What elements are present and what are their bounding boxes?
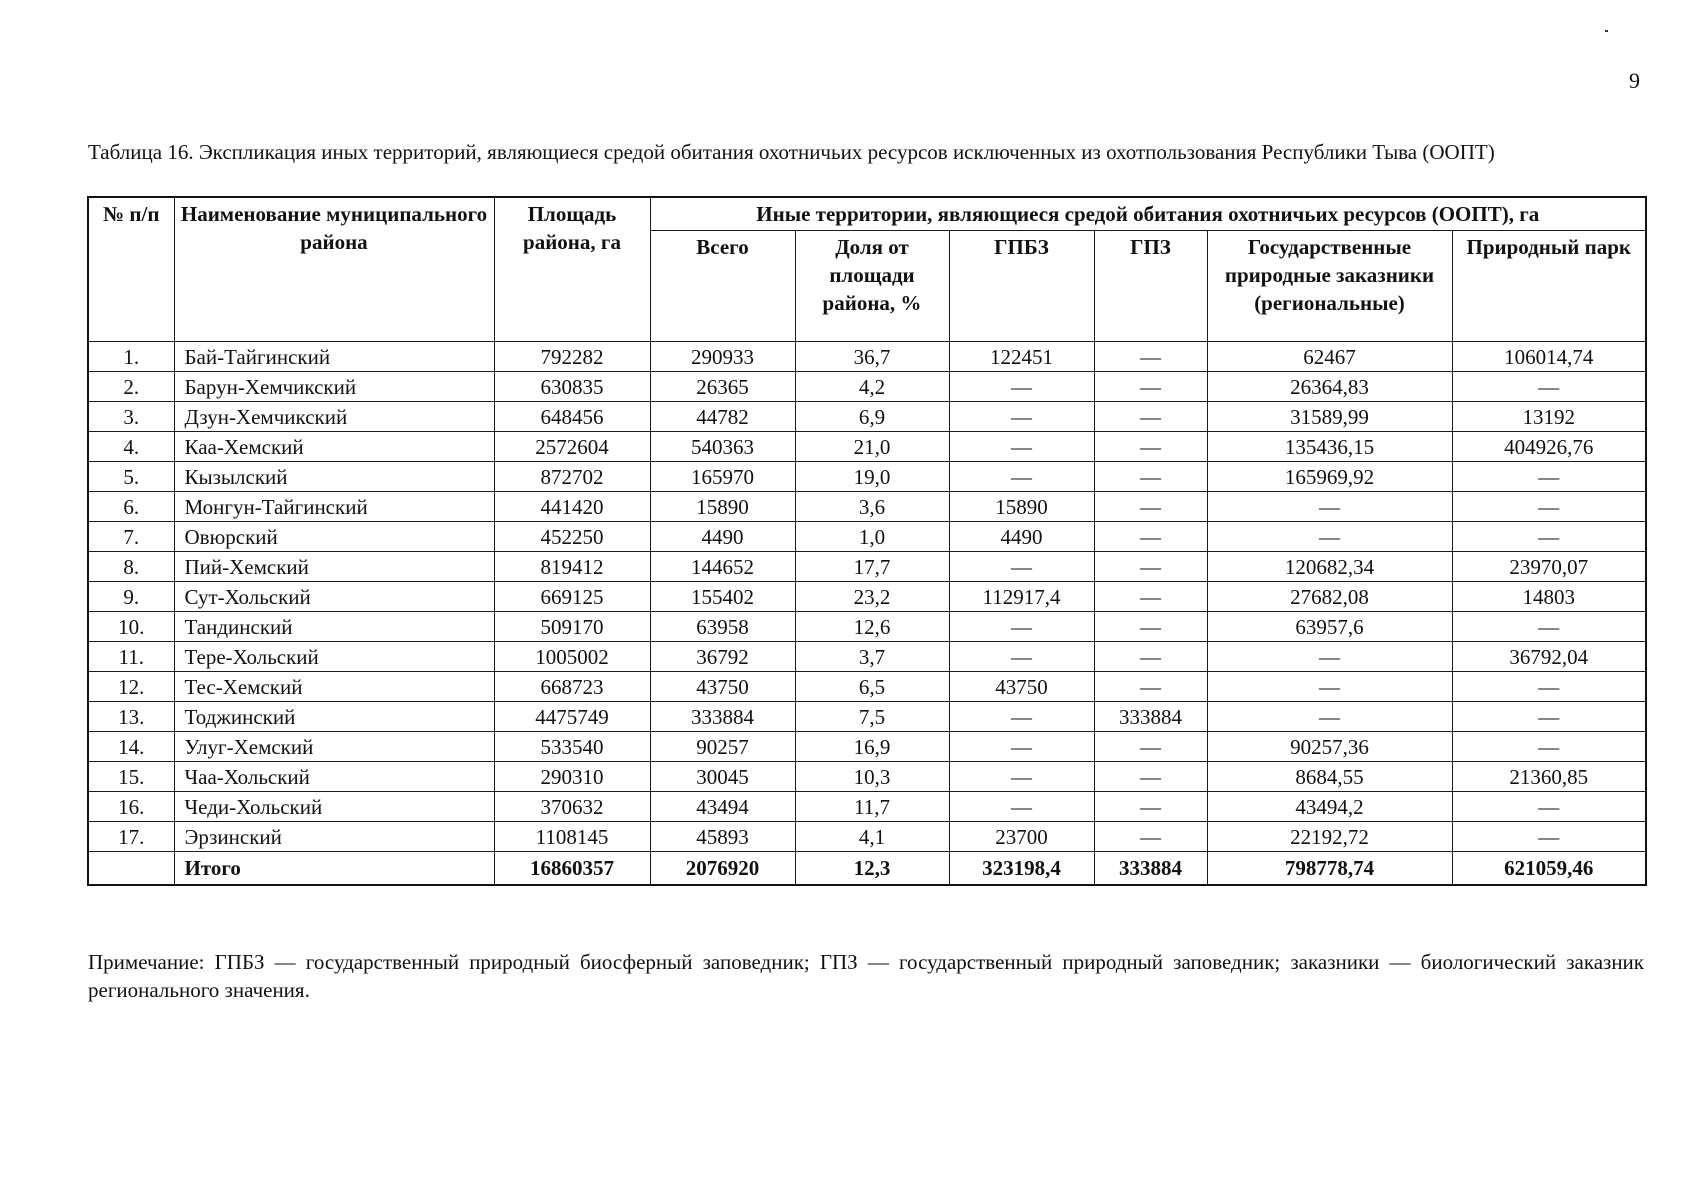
cell-reserves: 8684,55 xyxy=(1207,762,1452,792)
cell-reserves: 26364,83 xyxy=(1207,372,1452,402)
cell-park: 621059,46 xyxy=(1452,852,1646,886)
cell-area: 290310 xyxy=(494,762,650,792)
cell-park: — xyxy=(1452,792,1646,822)
cell-gpz: — xyxy=(1094,762,1207,792)
cell-area: 441420 xyxy=(494,492,650,522)
cell-area: 819412 xyxy=(494,552,650,582)
header-share: Доля от площади района, % xyxy=(795,231,949,342)
cell-gpz: — xyxy=(1094,522,1207,552)
cell-total: 90257 xyxy=(650,732,795,762)
cell-area: 792282 xyxy=(494,342,650,372)
cell-num: 2. xyxy=(88,372,174,402)
cell-share: 10,3 xyxy=(795,762,949,792)
cell-district: Эрзинский xyxy=(174,822,494,852)
cell-area: 370632 xyxy=(494,792,650,822)
cell-gpbz: — xyxy=(949,402,1094,432)
cell-num: 12. xyxy=(88,672,174,702)
cell-reserves: 22192,72 xyxy=(1207,822,1452,852)
header-gpbz: ГПБЗ xyxy=(949,231,1094,342)
cell-area: 533540 xyxy=(494,732,650,762)
table-note: Примечание: ГПБЗ — государственный природный биосферный заповедник; ГПЗ — государственный природный заповедник; заказники — биологический заказник регионального значения. xyxy=(88,950,1644,1002)
cell-share: 16,9 xyxy=(795,732,949,762)
cell-park: — xyxy=(1452,462,1646,492)
cell-total: 290933 xyxy=(650,342,795,372)
cell-share: 36,7 xyxy=(795,342,949,372)
cell-num: 5. xyxy=(88,462,174,492)
cell-area: 630835 xyxy=(494,372,650,402)
cell-num: 7. xyxy=(88,522,174,552)
table-row xyxy=(88,732,1646,762)
cell-gpz: — xyxy=(1094,612,1207,642)
cell-share: 4,2 xyxy=(795,372,949,402)
header-park: Природный парк xyxy=(1452,231,1646,342)
cell-total: 43750 xyxy=(650,672,795,702)
cell-area: 668723 xyxy=(494,672,650,702)
cell-area: 509170 xyxy=(494,612,650,642)
table-row xyxy=(88,402,1646,432)
cell-reserves: 63957,6 xyxy=(1207,612,1452,642)
cell-gpz: 333884 xyxy=(1094,852,1207,886)
table-body xyxy=(88,342,1646,886)
cell-reserves: 43494,2 xyxy=(1207,792,1452,822)
cell-gpbz: 112917,4 xyxy=(949,582,1094,612)
cell-share: 3,6 xyxy=(795,492,949,522)
cell-district: Монгун-Тайгинский xyxy=(174,492,494,522)
header-row-top xyxy=(88,197,1646,231)
cell-park: — xyxy=(1452,822,1646,852)
table-row xyxy=(88,612,1646,642)
cell-park: 36792,04 xyxy=(1452,642,1646,672)
cell-district: Тандинский xyxy=(174,612,494,642)
header-num: № п/п xyxy=(88,197,174,342)
cell-reserves: 62467 xyxy=(1207,342,1452,372)
cell-gpz: — xyxy=(1094,402,1207,432)
cell-district: Пий-Хемский xyxy=(174,552,494,582)
table-row xyxy=(88,462,1646,492)
cell-gpz: — xyxy=(1094,462,1207,492)
cell-gpz: — xyxy=(1094,492,1207,522)
table-row xyxy=(88,492,1646,522)
cell-gpbz: 4490 xyxy=(949,522,1094,552)
table-row xyxy=(88,672,1646,702)
cell-park: 21360,85 xyxy=(1452,762,1646,792)
cell-area: 872702 xyxy=(494,462,650,492)
cell-gpbz: — xyxy=(949,732,1094,762)
cell-num: 3. xyxy=(88,402,174,432)
cell-gpbz: — xyxy=(949,762,1094,792)
table-row xyxy=(88,642,1646,672)
cell-gpz: — xyxy=(1094,342,1207,372)
cell-total: 333884 xyxy=(650,702,795,732)
cell-park: — xyxy=(1452,702,1646,732)
cell-gpbz: 15890 xyxy=(949,492,1094,522)
header-area: Площадь района, га xyxy=(494,197,650,342)
cell-district: Тере-Хольский xyxy=(174,642,494,672)
cell-share: 7,5 xyxy=(795,702,949,732)
cell-gpz: — xyxy=(1094,672,1207,702)
cell-gpbz: — xyxy=(949,372,1094,402)
cell-reserves: — xyxy=(1207,522,1452,552)
cell-park: — xyxy=(1452,372,1646,402)
header-district: Наименование муниципального района xyxy=(174,197,494,342)
header-group: Иные территории, являющиеся средой обитания охотничьих ресурсов (ООПТ), га xyxy=(650,197,1646,231)
cell-share: 1,0 xyxy=(795,522,949,552)
cell-total: 15890 xyxy=(650,492,795,522)
cell-gpz: — xyxy=(1094,822,1207,852)
cell-reserves: — xyxy=(1207,642,1452,672)
cell-gpz: — xyxy=(1094,732,1207,762)
cell-total: 155402 xyxy=(650,582,795,612)
table-row xyxy=(88,342,1646,372)
cell-gpbz: — xyxy=(949,552,1094,582)
cell-district: Тес-Хемский xyxy=(174,672,494,702)
table-row xyxy=(88,372,1646,402)
cell-district: Сут-Хольский xyxy=(174,582,494,612)
cell-gpbz: — xyxy=(949,702,1094,732)
cell-gpz: — xyxy=(1094,792,1207,822)
table-row xyxy=(88,762,1646,792)
cell-total: 45893 xyxy=(650,822,795,852)
cell-num: 13. xyxy=(88,702,174,732)
cell-reserves: 31589,99 xyxy=(1207,402,1452,432)
cell-total: 165970 xyxy=(650,462,795,492)
cell-num: 10. xyxy=(88,612,174,642)
table-row xyxy=(88,552,1646,582)
cell-share: 17,7 xyxy=(795,552,949,582)
page-number: 9 xyxy=(1629,68,1640,93)
cell-gpbz: 122451 xyxy=(949,342,1094,372)
cell-reserves: 798778,74 xyxy=(1207,852,1452,886)
cell-park: — xyxy=(1452,612,1646,642)
cell-district: Тоджинский xyxy=(174,702,494,732)
table-row xyxy=(88,792,1646,822)
cell-share: 12,6 xyxy=(795,612,949,642)
cell-gpz: — xyxy=(1094,552,1207,582)
cell-district: Барун-Хемчикский xyxy=(174,372,494,402)
cell-district: Каа-Хемский xyxy=(174,432,494,462)
cell-gpbz: 23700 xyxy=(949,822,1094,852)
table-row xyxy=(88,822,1646,852)
cell-num xyxy=(88,852,174,886)
table-caption: Таблица 16. Экспликация иных территорий, являющиеся средой обитания охотничьих ресурсов исключенных из охотпользования Республики Тыва (ООПТ) xyxy=(88,140,1495,164)
cell-district: Чаа-Хольский xyxy=(174,762,494,792)
cell-total: 36792 xyxy=(650,642,795,672)
table-row xyxy=(88,582,1646,612)
cell-share: 12,3 xyxy=(795,852,949,886)
cell-num: 16. xyxy=(88,792,174,822)
cell-total: 4490 xyxy=(650,522,795,552)
cell-gpbz: 43750 xyxy=(949,672,1094,702)
cell-total: 44782 xyxy=(650,402,795,432)
header-gpz: ГПЗ xyxy=(1094,231,1207,342)
cell-district: Улуг-Хемский xyxy=(174,732,494,762)
cell-total: 26365 xyxy=(650,372,795,402)
cell-total: 43494 xyxy=(650,792,795,822)
cell-reserves: 120682,34 xyxy=(1207,552,1452,582)
cell-share: 19,0 xyxy=(795,462,949,492)
cell-district: Овюрский xyxy=(174,522,494,552)
cell-park: 23970,07 xyxy=(1452,552,1646,582)
cell-area: 452250 xyxy=(494,522,650,552)
cell-total: 30045 xyxy=(650,762,795,792)
cell-park: — xyxy=(1452,522,1646,552)
cell-district: Бай-Тайгинский xyxy=(174,342,494,372)
cell-share: 23,2 xyxy=(795,582,949,612)
cell-area: 1108145 xyxy=(494,822,650,852)
cell-share: 6,9 xyxy=(795,402,949,432)
cell-share: 3,7 xyxy=(795,642,949,672)
cell-district: Дзун-Хемчикский xyxy=(174,402,494,432)
cell-reserves: 165969,92 xyxy=(1207,462,1452,492)
cell-reserves: — xyxy=(1207,672,1452,702)
cell-gpbz: — xyxy=(949,612,1094,642)
cell-gpz: 333884 xyxy=(1094,702,1207,732)
explication-table xyxy=(87,196,1647,886)
header-total: Всего xyxy=(650,231,795,342)
cell-reserves: 27682,08 xyxy=(1207,582,1452,612)
cell-share: 4,1 xyxy=(795,822,949,852)
cell-area: 16860357 xyxy=(494,852,650,886)
cell-gpz: — xyxy=(1094,582,1207,612)
cell-num: 14. xyxy=(88,732,174,762)
total-row xyxy=(88,852,1646,886)
cell-num: 15. xyxy=(88,762,174,792)
cell-area: 669125 xyxy=(494,582,650,612)
cell-park: 14803 xyxy=(1452,582,1646,612)
cell-reserves: 135436,15 xyxy=(1207,432,1452,462)
cell-share: 11,7 xyxy=(795,792,949,822)
table-row xyxy=(88,702,1646,732)
cell-gpbz: — xyxy=(949,432,1094,462)
cell-num: 4. xyxy=(88,432,174,462)
cell-reserves: 90257,36 xyxy=(1207,732,1452,762)
cell-reserves: — xyxy=(1207,702,1452,732)
cell-park: — xyxy=(1452,672,1646,702)
cell-district: Кызылский xyxy=(174,462,494,492)
scan-speck xyxy=(1605,30,1608,32)
cell-total: 63958 xyxy=(650,612,795,642)
cell-gpbz: — xyxy=(949,792,1094,822)
cell-share: 21,0 xyxy=(795,432,949,462)
cell-total: 2076920 xyxy=(650,852,795,886)
cell-total: 540363 xyxy=(650,432,795,462)
cell-num: 9. xyxy=(88,582,174,612)
cell-district: Чеди-Хольский xyxy=(174,792,494,822)
cell-park: 404926,76 xyxy=(1452,432,1646,462)
cell-gpbz: 323198,4 xyxy=(949,852,1094,886)
cell-reserves: — xyxy=(1207,492,1452,522)
cell-gpz: — xyxy=(1094,642,1207,672)
cell-num: 11. xyxy=(88,642,174,672)
cell-park: — xyxy=(1452,492,1646,522)
cell-district: Итого xyxy=(174,852,494,886)
cell-gpz: — xyxy=(1094,432,1207,462)
cell-gpbz: — xyxy=(949,642,1094,672)
cell-area: 648456 xyxy=(494,402,650,432)
cell-share: 6,5 xyxy=(795,672,949,702)
cell-gpbz: — xyxy=(949,462,1094,492)
cell-gpz: — xyxy=(1094,372,1207,402)
cell-park: 13192 xyxy=(1452,402,1646,432)
cell-area: 1005002 xyxy=(494,642,650,672)
cell-park: — xyxy=(1452,732,1646,762)
table-row xyxy=(88,432,1646,462)
cell-num: 8. xyxy=(88,552,174,582)
cell-area: 2572604 xyxy=(494,432,650,462)
table-row xyxy=(88,522,1646,552)
cell-area: 4475749 xyxy=(494,702,650,732)
cell-park: 106014,74 xyxy=(1452,342,1646,372)
cell-num: 17. xyxy=(88,822,174,852)
cell-num: 6. xyxy=(88,492,174,522)
cell-num: 1. xyxy=(88,342,174,372)
header-reserves: Государственные природные заказники (региональные) xyxy=(1207,231,1452,342)
cell-total: 144652 xyxy=(650,552,795,582)
